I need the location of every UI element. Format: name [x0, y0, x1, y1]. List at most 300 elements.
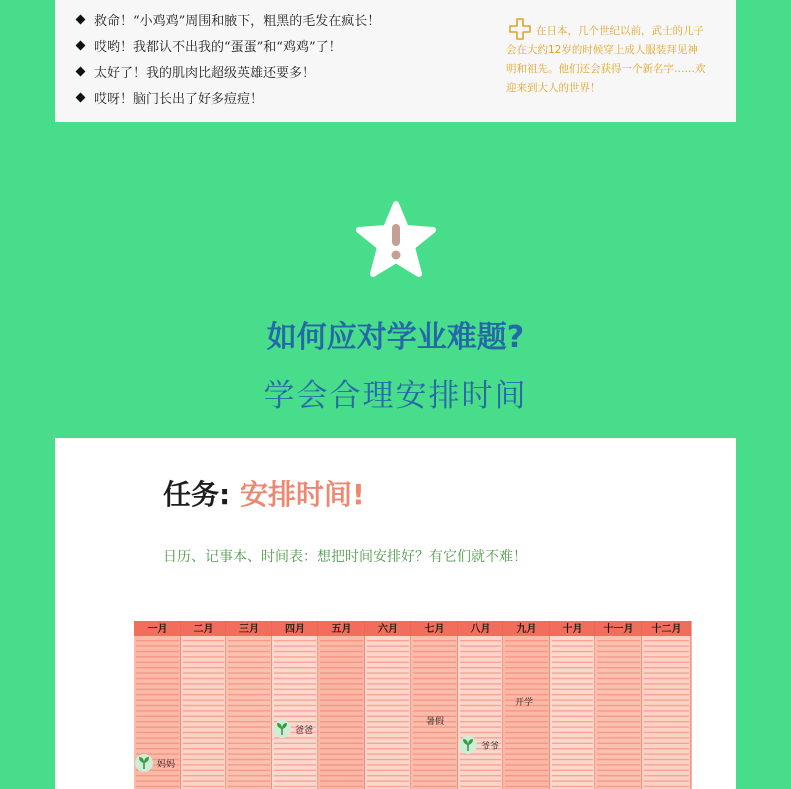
day-line	[367, 759, 409, 760]
day-line	[136, 699, 179, 700]
month-label: 八月	[470, 624, 491, 635]
day-line	[644, 710, 689, 711]
month-column	[318, 621, 365, 789]
day-line	[183, 726, 224, 727]
day-line	[460, 716, 501, 717]
event-label: 开学	[515, 698, 534, 708]
list-item	[77, 84, 380, 110]
day-line	[505, 726, 548, 727]
day-line	[413, 667, 456, 668]
day-line	[552, 732, 593, 733]
day-line	[136, 786, 179, 787]
day-line	[320, 775, 363, 776]
day-line	[228, 726, 270, 727]
day-line	[552, 726, 593, 727]
day-line	[597, 737, 640, 738]
day-line	[505, 640, 548, 641]
day-line	[552, 775, 593, 776]
day-line	[183, 753, 224, 754]
day-line	[367, 775, 409, 776]
day-line	[183, 716, 224, 717]
day-line	[505, 667, 548, 668]
day-line	[228, 716, 270, 717]
day-line	[183, 721, 224, 722]
day-line	[228, 645, 270, 646]
day-line	[644, 748, 689, 749]
day-line	[320, 721, 363, 722]
day-line	[644, 759, 689, 760]
day-line	[460, 672, 501, 673]
day-line	[460, 780, 501, 781]
sprout-icon	[273, 720, 291, 738]
day-line	[183, 705, 224, 706]
task-description: 日历、记事本、时间表：想把时间安排好？有它们就不难！	[163, 549, 527, 565]
day-line	[644, 732, 689, 733]
day-line	[505, 651, 548, 652]
day-line	[597, 710, 640, 711]
day-line	[413, 743, 456, 744]
day-line	[505, 662, 548, 663]
month-label: 二月	[193, 624, 214, 635]
top-card	[55, 0, 736, 122]
day-line	[228, 721, 270, 722]
day-line	[274, 780, 316, 781]
day-line	[274, 753, 316, 754]
day-line	[644, 645, 689, 646]
day-line	[597, 694, 640, 695]
day-line	[460, 770, 501, 771]
day-line	[367, 662, 409, 663]
day-line	[460, 759, 501, 760]
month-label: 一月	[147, 624, 168, 635]
day-line	[552, 764, 593, 765]
day-line	[413, 699, 456, 700]
month-label: 十二月	[651, 624, 682, 635]
day-line	[460, 651, 501, 652]
day-line	[505, 775, 548, 776]
day-line	[460, 683, 501, 684]
day-line	[367, 753, 409, 754]
day-line	[413, 640, 456, 641]
day-line	[320, 705, 363, 706]
month-column	[226, 621, 272, 789]
day-line	[552, 748, 593, 749]
day-line	[644, 721, 689, 722]
month-column	[458, 621, 503, 789]
day-line	[413, 689, 456, 690]
day-line	[320, 689, 363, 690]
day-line	[597, 759, 640, 760]
day-line	[552, 662, 593, 663]
day-line	[644, 716, 689, 717]
day-line	[228, 780, 270, 781]
day-line	[136, 694, 179, 695]
day-line	[505, 678, 548, 679]
day-line	[228, 667, 270, 668]
day-line	[505, 743, 548, 744]
bullet-text: 哎哟！我都认不出我的“蛋蛋”和“鸡鸡”了！	[94, 39, 342, 55]
day-line	[413, 672, 456, 673]
day-line	[274, 770, 316, 771]
month-column	[272, 621, 318, 789]
day-line	[136, 726, 179, 727]
day-line	[320, 780, 363, 781]
day-line	[413, 710, 456, 711]
calendar-event	[426, 716, 444, 727]
day-line	[413, 780, 456, 781]
day-line	[644, 683, 689, 684]
day-line	[505, 737, 548, 738]
section-subtitle: 学会合理安排时间	[263, 378, 528, 414]
day-line	[460, 656, 501, 657]
day-line	[228, 689, 270, 690]
day-line	[460, 721, 501, 722]
day-line	[505, 786, 548, 787]
day-line	[183, 759, 224, 760]
day-line	[505, 656, 548, 657]
day-line	[552, 651, 593, 652]
month-label: 三月	[239, 624, 259, 635]
day-line	[597, 705, 640, 706]
day-line	[274, 662, 316, 663]
day-line	[228, 775, 270, 776]
day-line	[228, 753, 270, 754]
day-line	[228, 705, 270, 706]
day-line	[367, 672, 409, 673]
month-label: 六月	[378, 624, 398, 635]
day-line	[320, 748, 363, 749]
day-line	[644, 775, 689, 776]
day-line	[413, 748, 456, 749]
day-line	[460, 678, 501, 679]
day-line	[228, 672, 270, 673]
day-line	[136, 645, 179, 646]
day-line	[552, 645, 593, 646]
day-line	[183, 743, 224, 744]
day-line	[183, 694, 224, 695]
day-line	[136, 775, 179, 776]
day-line	[597, 689, 640, 690]
day-line	[597, 640, 640, 641]
day-line	[644, 753, 689, 754]
day-line	[552, 678, 593, 679]
day-line	[136, 656, 179, 657]
day-line	[136, 640, 179, 641]
day-line	[597, 656, 640, 657]
day-line	[552, 753, 593, 754]
day-line	[597, 753, 640, 754]
day-line	[505, 721, 548, 722]
day-line	[505, 764, 548, 765]
day-line	[367, 732, 409, 733]
day-line	[552, 780, 593, 781]
day-line	[320, 672, 363, 673]
day-line	[597, 786, 640, 787]
day-line	[597, 683, 640, 684]
day-line	[274, 710, 316, 711]
day-line	[552, 786, 593, 787]
month-label: 十一月	[603, 624, 634, 635]
day-line	[228, 683, 270, 684]
day-line	[320, 656, 363, 657]
day-line	[274, 716, 316, 717]
day-line	[413, 683, 456, 684]
day-line	[320, 764, 363, 765]
day-line	[136, 678, 179, 679]
day-line	[136, 710, 179, 711]
day-line	[644, 764, 689, 765]
day-line	[597, 770, 640, 771]
day-line	[320, 694, 363, 695]
task-card	[55, 438, 736, 789]
day-line	[367, 689, 409, 690]
day-line	[320, 726, 363, 727]
day-line	[552, 640, 593, 641]
day-line	[597, 645, 640, 646]
day-line	[228, 662, 270, 663]
day-line	[183, 748, 224, 749]
day-line	[136, 689, 179, 690]
day-line	[552, 770, 593, 771]
day-line	[136, 743, 179, 744]
day-line	[413, 656, 456, 657]
bullet-text: 太好了！我的肌肉比超级英雄还要多！	[94, 65, 316, 81]
event-label: 暑假	[426, 717, 445, 727]
day-line	[367, 764, 409, 765]
month-label: 五月	[331, 624, 352, 635]
day-line	[228, 732, 270, 733]
day-line	[460, 694, 501, 695]
day-line	[320, 678, 363, 679]
bullet-text: 救命！“小鸡鸡”周围和腋下，粗黑的毛发在疯长！	[94, 13, 381, 29]
day-line	[597, 651, 640, 652]
day-line	[413, 694, 456, 695]
day-line	[505, 759, 548, 760]
day-line	[413, 753, 456, 754]
day-line	[505, 716, 548, 717]
day-line	[413, 645, 456, 646]
task-heading	[163, 473, 365, 513]
day-line	[460, 726, 501, 727]
day-line	[367, 743, 409, 744]
day-line	[552, 694, 593, 695]
day-line	[183, 780, 224, 781]
day-line	[320, 710, 363, 711]
day-line	[320, 699, 363, 700]
day-line	[597, 764, 640, 765]
day-line	[644, 705, 689, 706]
day-line	[505, 683, 548, 684]
day-line	[183, 672, 224, 673]
month-column	[365, 621, 411, 789]
day-line	[552, 743, 593, 744]
day-line	[597, 716, 640, 717]
day-line	[228, 656, 270, 657]
day-line	[644, 667, 689, 668]
day-line	[274, 705, 316, 706]
day-line	[228, 786, 270, 787]
day-line	[183, 770, 224, 771]
day-line	[367, 640, 409, 641]
event-label: 妈妈	[157, 760, 176, 770]
fact-note	[506, 22, 706, 98]
month-column	[181, 621, 226, 789]
day-line	[228, 710, 270, 711]
day-line	[136, 780, 179, 781]
day-line	[367, 770, 409, 771]
day-line	[460, 775, 501, 776]
day-line	[228, 699, 270, 700]
day-line	[597, 748, 640, 749]
day-line	[644, 689, 689, 690]
day-line	[597, 721, 640, 722]
day-line	[274, 651, 316, 652]
day-line	[460, 640, 501, 641]
day-line	[460, 662, 501, 663]
day-line	[183, 651, 224, 652]
list-item	[77, 6, 380, 32]
day-line	[644, 786, 689, 787]
day-line	[320, 683, 363, 684]
day-line	[644, 651, 689, 652]
month-column	[550, 621, 595, 789]
sprout-icon	[135, 754, 153, 772]
day-line	[274, 699, 316, 700]
day-line	[644, 672, 689, 673]
section-title: 如何应对学业难题?	[266, 320, 525, 355]
day-line	[413, 737, 456, 738]
day-line	[552, 716, 593, 717]
day-line	[183, 699, 224, 700]
day-line	[320, 786, 363, 787]
day-line	[183, 640, 224, 641]
diamond-bullet-icon	[76, 14, 86, 24]
day-line	[136, 732, 179, 733]
day-line	[552, 737, 593, 738]
day-line	[552, 683, 593, 684]
day-line	[367, 716, 409, 717]
day-line	[320, 716, 363, 717]
sprout-icon	[459, 736, 477, 754]
day-line	[460, 645, 501, 646]
day-line	[644, 770, 689, 771]
day-line	[183, 786, 224, 787]
day-line	[460, 732, 501, 733]
day-line	[505, 753, 548, 754]
day-line	[367, 737, 409, 738]
day-line	[183, 775, 224, 776]
day-line	[274, 672, 316, 673]
diamond-bullet-icon	[76, 66, 86, 76]
day-line	[367, 780, 409, 781]
day-line	[274, 645, 316, 646]
day-line	[367, 694, 409, 695]
day-line	[460, 699, 501, 700]
day-line	[644, 640, 689, 641]
day-line	[228, 748, 270, 749]
event-label: 爸爸	[295, 726, 314, 736]
day-line	[644, 743, 689, 744]
day-line	[183, 683, 224, 684]
day-line	[274, 689, 316, 690]
day-line	[597, 743, 640, 744]
day-line	[413, 786, 456, 787]
day-line	[367, 651, 409, 652]
day-line	[136, 705, 179, 706]
day-line	[552, 710, 593, 711]
day-line	[228, 737, 270, 738]
day-line	[460, 689, 501, 690]
day-line	[367, 726, 409, 727]
day-line	[552, 656, 593, 657]
day-line	[320, 640, 363, 641]
day-line	[320, 770, 363, 771]
day-line	[228, 759, 270, 760]
day-line	[552, 672, 593, 673]
month-label: 四月	[285, 624, 305, 635]
day-line	[552, 699, 593, 700]
day-line	[136, 748, 179, 749]
day-line	[552, 721, 593, 722]
day-line	[413, 775, 456, 776]
day-line	[597, 667, 640, 668]
day-line	[597, 732, 640, 733]
day-line	[460, 786, 501, 787]
day-line	[367, 645, 409, 646]
day-line	[367, 710, 409, 711]
day-line	[460, 710, 501, 711]
year-calendar	[134, 621, 694, 789]
day-line	[274, 683, 316, 684]
day-line	[136, 683, 179, 684]
day-line	[413, 732, 456, 733]
day-line	[413, 705, 456, 706]
day-line	[274, 748, 316, 749]
day-line	[552, 689, 593, 690]
day-line	[320, 667, 363, 668]
event-label: 爷爷	[481, 742, 500, 752]
day-line	[183, 667, 224, 668]
day-line	[367, 699, 409, 700]
day-line	[552, 705, 593, 706]
day-line	[460, 705, 501, 706]
day-line	[413, 678, 456, 679]
day-line	[367, 667, 409, 668]
day-line	[274, 640, 316, 641]
day-line	[597, 699, 640, 700]
day-line	[136, 651, 179, 652]
day-line	[183, 689, 224, 690]
day-line	[320, 645, 363, 646]
day-line	[274, 678, 316, 679]
day-line	[274, 764, 316, 765]
month-label: 七月	[424, 624, 445, 635]
month-column	[595, 621, 642, 789]
day-line	[320, 732, 363, 733]
day-line	[644, 656, 689, 657]
day-line	[505, 770, 548, 771]
day-line	[597, 662, 640, 663]
day-line	[644, 678, 689, 679]
day-line	[228, 678, 270, 679]
day-line	[136, 662, 179, 663]
day-line	[413, 759, 456, 760]
day-line	[367, 748, 409, 749]
day-line	[367, 656, 409, 657]
day-line	[505, 732, 548, 733]
day-line	[136, 667, 179, 668]
day-line	[367, 786, 409, 787]
